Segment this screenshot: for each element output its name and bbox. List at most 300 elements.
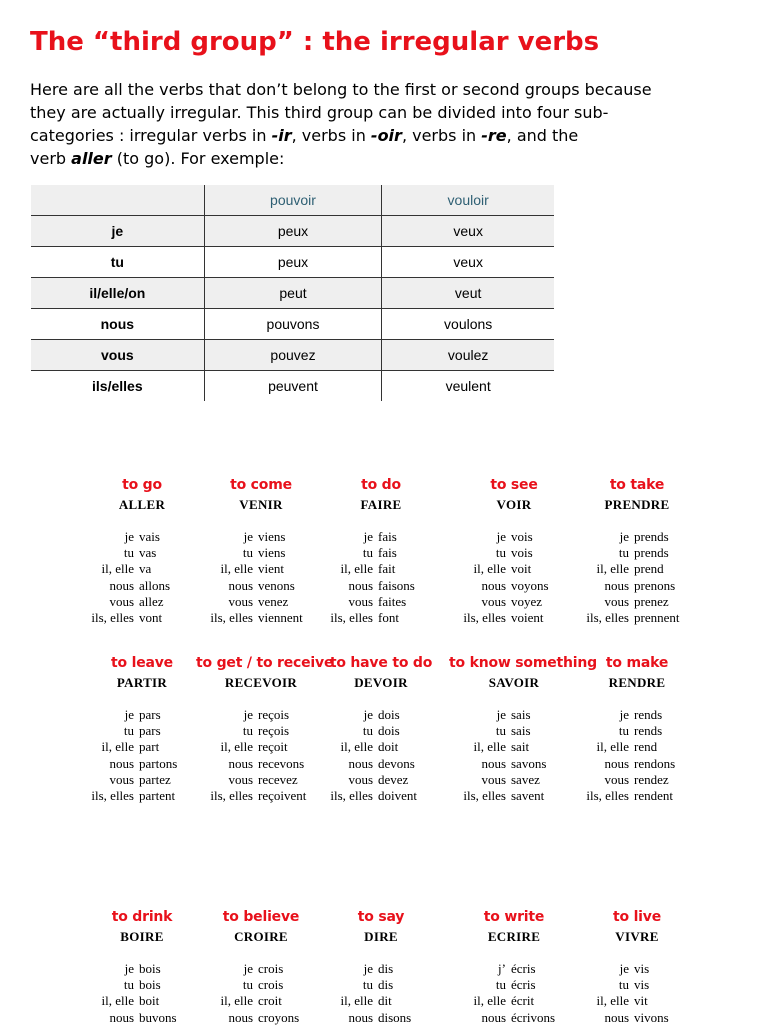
table-row xyxy=(31,309,554,340)
verb-form: reçoivent xyxy=(258,788,307,804)
conjugation-row xyxy=(77,578,207,594)
pronoun: ils, elles xyxy=(91,788,134,804)
conjugation-row xyxy=(316,578,446,594)
pronoun: je xyxy=(124,961,134,976)
conjugation-row xyxy=(77,739,207,755)
verb-form: vont xyxy=(139,610,163,626)
pronoun: ils, elles xyxy=(210,788,253,804)
table-cell: veut xyxy=(382,278,554,309)
verb-form: rendent xyxy=(634,788,673,804)
pronoun: nous xyxy=(481,577,506,593)
pronoun: vous xyxy=(481,593,506,609)
conjugation-row xyxy=(77,610,207,626)
verb-infinitive: DIRE xyxy=(364,929,398,944)
verb-form: reçoit xyxy=(258,739,288,755)
verb-form: partez xyxy=(139,771,171,787)
verb-form: écrit xyxy=(511,993,535,1009)
verb-infinitive: PARTIR xyxy=(116,675,168,690)
conjugation-row xyxy=(196,723,326,739)
conjugation-row xyxy=(572,993,702,1009)
conjugation-row xyxy=(316,961,446,977)
conjugation-row xyxy=(77,723,207,739)
table-cell: peux xyxy=(204,247,382,278)
table-header-cell: pouvoir xyxy=(204,185,382,216)
table-row xyxy=(31,340,554,371)
table-row xyxy=(31,216,554,247)
conjugation-row xyxy=(449,1010,579,1026)
pronoun: tu xyxy=(123,545,134,561)
conjugation-table xyxy=(31,185,554,401)
verb-block-boire xyxy=(77,908,207,1026)
verb-infinitive: RENDRE xyxy=(608,675,666,690)
verb-form: vis xyxy=(634,961,650,976)
table-cell: voulez xyxy=(382,340,554,371)
ending-re: -re xyxy=(481,126,507,145)
verb-form: écris xyxy=(511,961,536,976)
conjugation-row xyxy=(572,1010,702,1026)
pronoun: nous xyxy=(109,577,134,593)
table-cell: peux xyxy=(204,216,382,247)
pronoun: vous xyxy=(481,771,506,787)
pronoun: tu xyxy=(362,545,373,561)
conjugation-row xyxy=(316,772,446,788)
conjugation-row xyxy=(196,561,326,577)
pronoun: il, elle xyxy=(220,739,253,755)
pronoun: vous xyxy=(228,593,253,609)
conjugation-row xyxy=(572,961,702,977)
verb-translation: to take xyxy=(609,477,665,493)
verb-form: rends xyxy=(634,723,663,739)
verb-translation: to go xyxy=(122,477,162,493)
verb-block-recevoir xyxy=(196,654,334,804)
verb-form: dois xyxy=(378,707,400,722)
intro-line: they are actually irregular. This third group can be divided into four sub- xyxy=(30,103,609,122)
verb-block-dire xyxy=(316,908,446,1026)
verb-form: bois xyxy=(139,961,161,976)
verb-form: crois xyxy=(258,961,284,976)
pronoun: il, elle xyxy=(220,561,253,577)
table-row xyxy=(31,247,554,278)
verb-infinitive: ECRIRE xyxy=(487,929,541,944)
pronoun: tu xyxy=(242,723,253,739)
conjugation-list xyxy=(316,961,446,1026)
conjugation-row xyxy=(316,756,446,772)
pronoun: nous xyxy=(348,1009,373,1025)
pronoun: nous xyxy=(109,1009,134,1025)
conjugation-row xyxy=(196,756,326,772)
verb-form: venez xyxy=(258,593,289,609)
verb-infinitive: VIVRE xyxy=(615,929,659,944)
conjugation-row xyxy=(77,594,207,610)
verb-translation: to say xyxy=(357,909,405,925)
verb-form: disons xyxy=(378,1009,412,1025)
conjugation-row xyxy=(572,578,702,594)
table-row xyxy=(31,278,554,309)
conjugation-row xyxy=(316,993,446,1009)
verb-form: rendez xyxy=(634,771,669,787)
conjugation-row xyxy=(572,756,702,772)
pronoun: ils, elles xyxy=(586,788,629,804)
verb-translation: to do xyxy=(361,477,401,493)
verb-block-rendre xyxy=(572,654,702,804)
conjugation-row xyxy=(572,788,702,804)
pronoun: tu xyxy=(618,977,629,993)
pronoun: ils, elles xyxy=(330,610,373,626)
verb-form: voient xyxy=(511,610,544,626)
pronoun: vous xyxy=(228,771,253,787)
verb-form: dis xyxy=(378,977,394,993)
verb-infinitive: FAIRE xyxy=(360,497,402,512)
conjugation-row xyxy=(449,594,579,610)
intro-text: (to go). For exemple: xyxy=(111,149,285,168)
conjugation-row xyxy=(77,707,207,723)
conjugation-row xyxy=(77,756,207,772)
verb-form: savez xyxy=(511,771,540,787)
verb-block-savoir xyxy=(449,654,597,804)
verb-block-vivre xyxy=(572,908,702,1026)
pronoun: tu xyxy=(242,977,253,993)
conjugation-row xyxy=(316,594,446,610)
table-cell: pouvons xyxy=(204,309,382,340)
conjugation-row xyxy=(196,788,326,804)
verb-form: prenez xyxy=(634,593,669,609)
verb-form: recevons xyxy=(258,755,305,771)
verb-form: partent xyxy=(139,788,176,804)
pronoun: il, elle xyxy=(101,739,134,755)
pronoun: ils, elles xyxy=(210,610,253,626)
verb-form: pars xyxy=(139,707,161,722)
verb-infinitive: VENIR xyxy=(239,497,283,512)
verb-form: vais xyxy=(139,529,160,544)
conjugation-row xyxy=(449,772,579,788)
verb-form: croit xyxy=(258,993,282,1009)
verb-form: sais xyxy=(511,723,531,739)
conjugation-row xyxy=(572,707,702,723)
conjugation-row xyxy=(572,545,702,561)
pronoun: nous xyxy=(228,577,253,593)
verb-block-faire xyxy=(316,476,446,626)
verb-infinitive: DEVOIR xyxy=(354,675,408,690)
verb-form: prend xyxy=(634,561,664,577)
conjugation-row xyxy=(196,739,326,755)
conjugation-row xyxy=(77,545,207,561)
conjugation-row xyxy=(196,545,326,561)
intro-text: , and the xyxy=(506,126,579,145)
ending-ir: -ir xyxy=(271,126,292,145)
conjugation-row xyxy=(572,723,702,739)
pronoun: tu xyxy=(618,545,629,561)
intro-paragraph xyxy=(30,78,670,170)
verb-form: buvons xyxy=(139,1009,177,1025)
pronoun: je xyxy=(363,529,373,544)
pronoun: nous xyxy=(481,755,506,771)
table-row xyxy=(31,371,554,402)
verb-form: doit xyxy=(378,739,399,755)
pronoun: je xyxy=(243,529,253,544)
verb-form: vois xyxy=(511,545,533,561)
table-cell: veux xyxy=(382,216,554,247)
conjugation-row xyxy=(196,578,326,594)
conjugation-row xyxy=(449,707,579,723)
pronoun: il, elle xyxy=(596,993,629,1009)
verb-translation: to drink xyxy=(111,909,173,925)
pronoun: nous xyxy=(348,755,373,771)
conjugation-row xyxy=(572,561,702,577)
verb-form: reçois xyxy=(258,707,290,722)
pronoun: je xyxy=(124,529,134,544)
conjugation-list xyxy=(77,961,207,1026)
conjugation-row xyxy=(196,961,326,977)
verb-translation: to leave xyxy=(111,655,173,671)
pronoun: je xyxy=(496,529,506,544)
verb-infinitive: RECEVOIR xyxy=(224,675,298,690)
pronoun: ils, elles xyxy=(463,788,506,804)
pronoun: tu xyxy=(495,977,506,993)
pronoun: tu xyxy=(362,977,373,993)
pronoun: je xyxy=(363,961,373,976)
conjugation-row xyxy=(316,739,446,755)
verb-block-venir xyxy=(196,476,326,626)
conjugation-row xyxy=(77,788,207,804)
verb-form: doivent xyxy=(378,788,417,804)
verb-block-aller xyxy=(77,476,207,626)
table-cell: veulent xyxy=(382,371,554,402)
conjugation-row xyxy=(572,529,702,545)
pronoun: je xyxy=(243,961,253,976)
conjugation-row xyxy=(449,739,579,755)
intro-text: , verbs in xyxy=(291,126,371,145)
conjugation-row xyxy=(572,739,702,755)
intro-line: Here are all the verbs that don’t belong to the first or second groups because xyxy=(30,80,652,99)
conjugation-row xyxy=(77,561,207,577)
verb-form: vis xyxy=(634,977,650,993)
pronoun: vous xyxy=(348,771,373,787)
conjugation-row xyxy=(77,529,207,545)
pronoun: ils, elles xyxy=(463,610,506,626)
pronoun: ils, elles xyxy=(330,788,373,804)
table-cell: voulons xyxy=(382,309,554,340)
verb-form: font xyxy=(378,610,399,626)
pronoun-cell: tu xyxy=(31,247,204,278)
pronoun: vous xyxy=(109,771,134,787)
conjugation-row xyxy=(316,723,446,739)
conjugation-list xyxy=(449,707,579,804)
verb-infinitive: VOIR xyxy=(496,497,532,512)
verb-form: prends xyxy=(634,545,669,561)
pronoun-cell: vous xyxy=(31,340,204,371)
verb-form: savons xyxy=(511,755,547,771)
pronoun: tu xyxy=(123,723,134,739)
verb-block-croire xyxy=(196,908,326,1026)
conjugation-row xyxy=(449,610,579,626)
verb-form: devons xyxy=(378,755,415,771)
verb-form: viens xyxy=(258,529,286,544)
conjugation-row xyxy=(77,1010,207,1026)
conjugation-row xyxy=(449,578,579,594)
conjugation-row xyxy=(572,977,702,993)
conjugation-list xyxy=(572,961,702,1026)
conjugation-list xyxy=(196,707,326,804)
conjugation-row xyxy=(196,772,326,788)
table-cell: pouvez xyxy=(204,340,382,371)
pronoun-cell: ils/elles xyxy=(31,371,204,402)
pronoun: il, elle xyxy=(340,561,373,577)
verb-form: faisons xyxy=(378,577,415,593)
verb-form: rends xyxy=(634,707,663,722)
conjugation-row xyxy=(572,772,702,788)
pronoun: il, elle xyxy=(596,561,629,577)
verb-form: devez xyxy=(378,771,409,787)
conjugation-row xyxy=(196,993,326,1009)
verb-form: prends xyxy=(634,529,669,544)
conjugation-row xyxy=(196,977,326,993)
verb-form: vient xyxy=(258,561,284,577)
pronoun-cell: nous xyxy=(31,309,204,340)
conjugation-row xyxy=(572,610,702,626)
intro-text: , verbs in xyxy=(401,126,482,145)
pronoun: il, elle xyxy=(473,993,506,1009)
verb-translation: to live xyxy=(612,909,661,925)
pronoun-cell: je xyxy=(31,216,204,247)
pronoun: il, elle xyxy=(473,739,506,755)
pronoun: vous xyxy=(604,593,629,609)
verb-form: rendons xyxy=(634,755,676,771)
conjugation-row xyxy=(449,756,579,772)
verb-form: vas xyxy=(139,545,157,561)
verb-form: dis xyxy=(378,961,394,976)
verb-form: voit xyxy=(511,561,532,577)
verb-form: fais xyxy=(378,545,397,561)
page-title: The “third group” : the irregular verbs xyxy=(30,27,600,57)
pronoun: il, elle xyxy=(101,561,134,577)
pronoun: tu xyxy=(123,977,134,993)
conjugation-row xyxy=(196,594,326,610)
pronoun: il, elle xyxy=(101,993,134,1009)
pronoun: ils, elles xyxy=(91,610,134,626)
pronoun: il, elle xyxy=(340,739,373,755)
conjugation-list xyxy=(316,529,446,626)
table-header-cell: vouloir xyxy=(382,185,554,216)
pronoun: ils, elles xyxy=(586,610,629,626)
verb-form: vit xyxy=(634,993,648,1009)
conjugation-row xyxy=(449,788,579,804)
conjugation-row xyxy=(77,977,207,993)
verb-infinitive: CROIRE xyxy=(234,929,288,944)
conjugation-row xyxy=(196,610,326,626)
intro-text: categories : irregular verbs in xyxy=(30,126,272,145)
verb-form: fais xyxy=(378,529,397,544)
pronoun-cell: il/elle/on xyxy=(31,278,204,309)
conjugation-row xyxy=(449,545,579,561)
pronoun: nous xyxy=(348,577,373,593)
verb-translation: to have to do xyxy=(329,655,433,671)
conjugation-list xyxy=(77,707,207,804)
pronoun: il, elle xyxy=(220,993,253,1009)
verb-form: croyons xyxy=(258,1009,300,1025)
conjugation-list xyxy=(196,961,326,1026)
table-cell: peuvent xyxy=(204,371,382,402)
verb-aller: aller xyxy=(71,149,112,168)
conjugation-row xyxy=(316,545,446,561)
verb-form: voyez xyxy=(511,593,543,609)
verb-block-partir xyxy=(77,654,207,804)
pronoun: il, elle xyxy=(473,561,506,577)
verb-translation: to make xyxy=(605,655,669,671)
verb-translation: to see xyxy=(490,477,538,493)
pronoun: tu xyxy=(362,723,373,739)
conjugation-row xyxy=(316,529,446,545)
pronoun: nous xyxy=(228,755,253,771)
conjugation-row xyxy=(77,961,207,977)
verb-form: part xyxy=(139,739,160,755)
pronoun: je xyxy=(124,707,134,722)
pronoun: je xyxy=(243,707,253,722)
table-cell: veux xyxy=(382,247,554,278)
verb-form: viens xyxy=(258,545,286,561)
verb-translation: to come xyxy=(230,477,292,493)
verb-translation: to believe xyxy=(222,909,300,925)
verb-form: va xyxy=(139,561,152,577)
pronoun: tu xyxy=(242,545,253,561)
verb-form: fait xyxy=(378,561,396,577)
verb-form: boit xyxy=(139,993,160,1009)
conjugation-list xyxy=(449,961,579,1026)
conjugation-row xyxy=(449,529,579,545)
verb-block-voir xyxy=(449,476,579,626)
verb-form: savent xyxy=(511,788,545,804)
conjugation-row xyxy=(316,977,446,993)
verb-form: recevez xyxy=(258,771,298,787)
verb-infinitive: SAVOIR xyxy=(488,675,540,690)
intro-text: verb xyxy=(30,149,72,168)
verb-form: dois xyxy=(378,723,400,739)
conjugation-list xyxy=(196,529,326,626)
verb-translation: to know something xyxy=(449,655,597,671)
verb-translation: to write xyxy=(483,909,545,925)
pronoun: il, elle xyxy=(596,739,629,755)
verb-form: vois xyxy=(511,529,533,544)
conjugation-row xyxy=(316,610,446,626)
conjugation-list xyxy=(316,707,446,804)
pronoun: je xyxy=(619,529,629,544)
conjugation-list xyxy=(77,529,207,626)
verb-form: écrivons xyxy=(511,1009,556,1025)
table-header-cell xyxy=(31,185,204,216)
pronoun: nous xyxy=(604,755,629,771)
verb-infinitive: BOIRE xyxy=(120,929,164,944)
verb-form: écris xyxy=(511,977,536,993)
pronoun: j’ xyxy=(498,961,506,976)
verb-form: pars xyxy=(139,723,161,739)
pronoun: nous xyxy=(604,577,629,593)
conjugation-list xyxy=(572,707,702,804)
conjugation-row xyxy=(77,993,207,1009)
verb-form: faites xyxy=(378,593,407,609)
table-cell: peut xyxy=(204,278,382,309)
conjugation-row xyxy=(449,961,579,977)
pronoun: tu xyxy=(495,723,506,739)
pronoun: vous xyxy=(604,771,629,787)
verb-translation: to get / to receive xyxy=(196,655,334,671)
conjugation-list xyxy=(572,529,702,626)
conjugation-row xyxy=(572,594,702,610)
conjugation-row xyxy=(449,723,579,739)
verb-form: reçois xyxy=(258,723,290,739)
verb-infinitive: ALLER xyxy=(118,497,166,512)
conjugation-row xyxy=(196,529,326,545)
pronoun: tu xyxy=(618,723,629,739)
conjugation-row xyxy=(316,788,446,804)
